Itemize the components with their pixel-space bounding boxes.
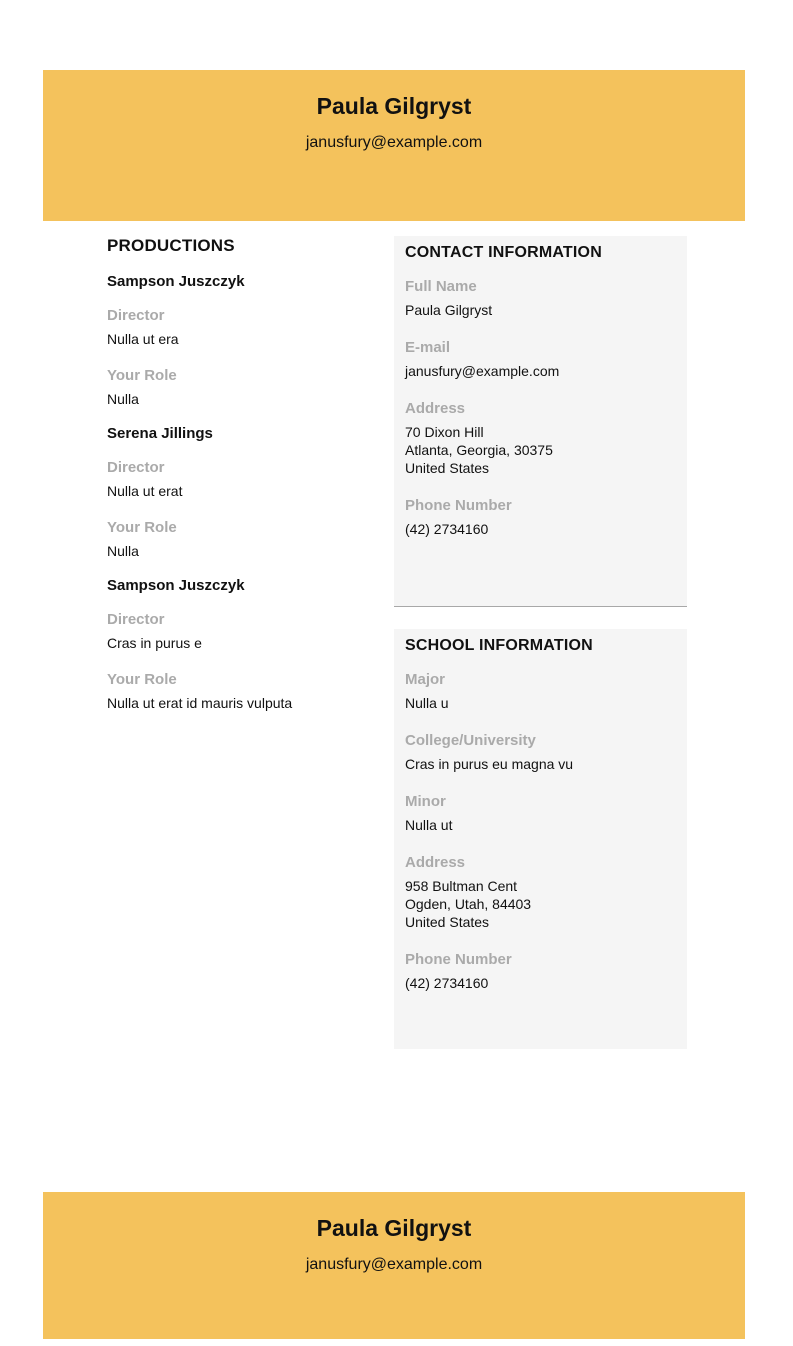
contact-phone: [405, 497, 676, 538]
school-phone: [405, 951, 676, 992]
role-value: Nulla ut erat id mauris vulputa: [107, 695, 293, 711]
minor-label: Minor: [405, 793, 446, 810]
phone-label: Phone Number: [405, 951, 512, 968]
address-line: 958 Bultman Cent: [405, 878, 518, 894]
production-item: [107, 273, 377, 408]
college-label: College/University: [405, 732, 536, 749]
production-title: Sampson Juszczyk: [107, 273, 245, 290]
production-director: [107, 459, 377, 500]
school-minor: [405, 793, 676, 834]
address-label: Address: [405, 854, 466, 871]
school-college: [405, 732, 676, 773]
role-value: Nulla: [107, 543, 139, 559]
contact-email: [405, 339, 676, 380]
header-email: janusfury@example.com: [305, 134, 483, 151]
production-director: [107, 307, 377, 348]
phone-label: Phone Number: [405, 497, 512, 514]
address-label: Address: [405, 400, 466, 417]
email-label: E-mail: [405, 339, 451, 356]
contact-title: CONTACT INFORMATION: [405, 244, 602, 261]
footer-email: janusfury@example.com: [305, 1256, 483, 1273]
college-value: Cras in purus eu magna vu: [405, 756, 574, 772]
address-value: [405, 877, 676, 931]
director-value: Nulla ut era: [107, 331, 179, 347]
address-line: Ogden, Utah, 84403: [405, 896, 532, 912]
production-director: [107, 611, 377, 652]
school-information-panel: [394, 629, 687, 1049]
contact-address: [405, 400, 676, 477]
productions-section: [107, 236, 377, 712]
address-value: [405, 423, 676, 477]
address-line: 70 Dixon Hill: [405, 424, 484, 440]
role-label: Your Role: [107, 671, 177, 688]
footer-name: Paula Gilgryst: [316, 1215, 472, 1241]
minor-value: Nulla ut: [405, 817, 453, 833]
production-item: [107, 577, 377, 712]
phone-value: (42) 2734160: [405, 975, 489, 991]
address-line: United States: [405, 914, 490, 930]
role-label: Your Role: [107, 367, 177, 384]
productions-title: PRODUCTIONS: [107, 236, 235, 255]
full-name-label: Full Name: [405, 278, 477, 295]
production-role: [107, 671, 377, 712]
phone-value: (42) 2734160: [405, 521, 489, 537]
school-title: SCHOOL INFORMATION: [405, 637, 593, 654]
director-label: Director: [107, 307, 165, 324]
role-value: Nulla: [107, 391, 139, 407]
school-major: [405, 671, 676, 712]
full-name-value: Paula Gilgryst: [405, 302, 493, 318]
production-title: Serena Jillings: [107, 425, 213, 442]
major-value: Nulla u: [405, 695, 449, 711]
address-line: United States: [405, 460, 490, 476]
header-band: [43, 70, 745, 221]
header-name: Paula Gilgryst: [316, 93, 472, 119]
major-label: Major: [405, 671, 446, 688]
director-label: Director: [107, 459, 165, 476]
director-value: Cras in purus e: [107, 635, 202, 651]
production-title: Sampson Juszczyk: [107, 577, 245, 594]
footer-band: [43, 1192, 745, 1339]
email-value: janusfury@example.com: [405, 363, 560, 379]
school-address: [405, 854, 676, 931]
address-line: Atlanta, Georgia, 30375: [405, 442, 553, 458]
role-label: Your Role: [107, 519, 177, 536]
production-role: [107, 367, 377, 408]
contact-full-name: [405, 278, 676, 319]
director-value: Nulla ut erat: [107, 483, 183, 499]
production-role: [107, 519, 377, 560]
production-item: [107, 425, 377, 560]
director-label: Director: [107, 611, 165, 628]
contact-information-panel: [394, 236, 687, 607]
